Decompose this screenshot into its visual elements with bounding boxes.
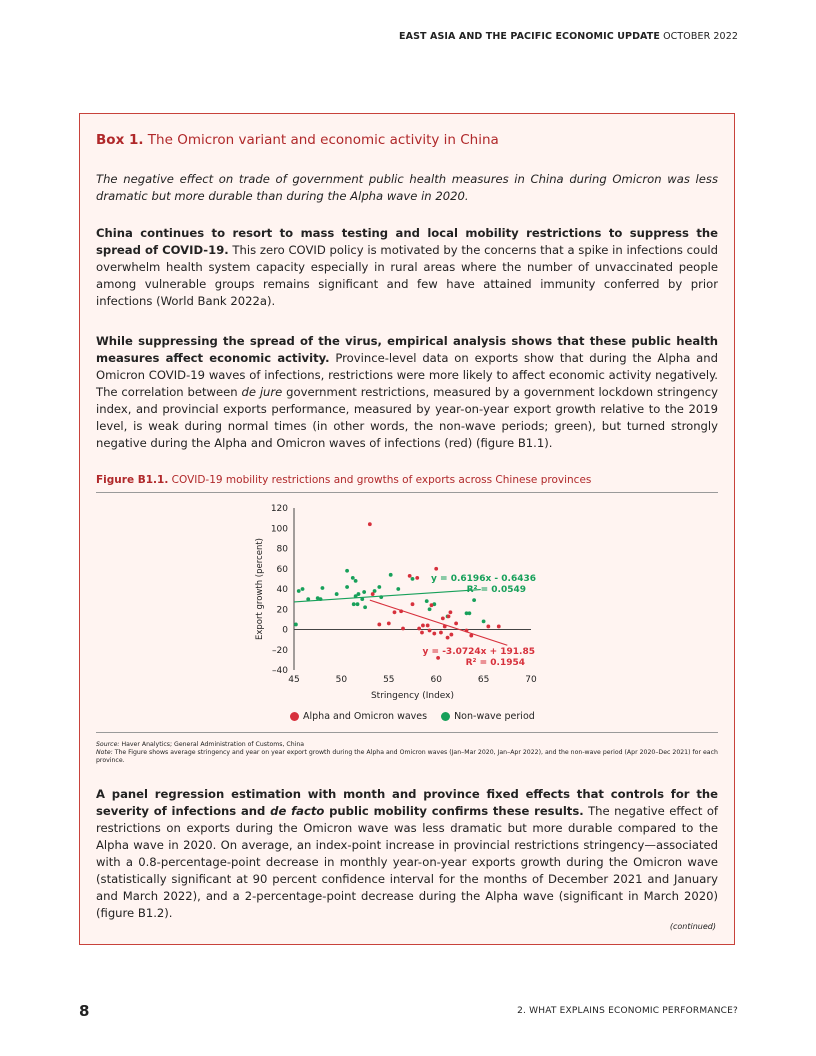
- point-alpha-omicron: [368, 522, 372, 526]
- point-alpha-omicron: [434, 567, 438, 571]
- paragraph-3-lead-b: public mobility confirms these results.: [324, 804, 584, 818]
- page-number: 8: [79, 1002, 90, 1020]
- point-alpha-omicron: [401, 627, 405, 631]
- paragraph-3-body: The negative effect of restrictions on exports during the Omicron wave was less dramatic but more durable compared to the Alpha wave in 2020. On average, an index-point increase in provincial restrictions stringency—associated with a 0.8-percentage-point decrease in monthly year-on-year exports growth during the Omicron wave (statistically significant at 90 percent confidence interval for the months of December 2021 and January and March 2022), and a 2-percentage-point decrease during the Alpha wave (significant in March 2020) (figure B1.2).: [96, 804, 718, 920]
- paragraph-2-lead: While suppressing the spread of the virus, empirical analysis shows that these public health measures affect economic activity.: [96, 334, 718, 365]
- trendline-non-wave: [294, 590, 481, 602]
- point-non-wave: [297, 589, 301, 593]
- point-non-wave: [362, 590, 366, 594]
- paragraph-3-italic: de facto: [270, 804, 325, 818]
- paragraph-3: [96, 786, 718, 922]
- point-alpha-omicron: [439, 631, 443, 635]
- y-tick-label: 0: [282, 625, 288, 636]
- y-tick-label: –40: [272, 666, 288, 676]
- legend-item-non-wave: [441, 711, 535, 722]
- point-non-wave: [377, 585, 381, 589]
- paragraph-2-italic: de jure: [241, 385, 283, 399]
- point-alpha-omicron: [411, 602, 415, 606]
- point-non-wave: [335, 592, 339, 596]
- legend-swatch-red: [290, 712, 299, 721]
- point-alpha-omicron: [420, 631, 424, 635]
- y-tick-label: 120: [270, 504, 288, 514]
- point-non-wave: [467, 611, 471, 615]
- figure-top-rule: [96, 492, 718, 493]
- legend-label-alpha-omicron: Alpha and Omicron waves: [303, 711, 428, 722]
- y-axis-label: Export growth (percent): [255, 538, 265, 640]
- point-alpha-omicron: [415, 576, 419, 580]
- point-alpha-omicron: [454, 622, 458, 626]
- point-alpha-omicron: [426, 624, 430, 628]
- source-text: Haver Analytics; General Administration of Customs, China: [121, 741, 305, 748]
- point-alpha-omicron: [486, 625, 490, 629]
- box-title-text: The Omicron variant and economic activity in China: [147, 132, 499, 148]
- source-label: Source:: [96, 741, 120, 748]
- header-title: EAST ASIA AND THE PACIFIC ECONOMIC UPDATE: [399, 31, 660, 42]
- x-tick-label: 60: [430, 675, 442, 685]
- r-squared-non-wave: R² = 0.0549: [466, 585, 526, 595]
- point-non-wave: [363, 605, 367, 609]
- point-alpha-omicron: [447, 614, 451, 618]
- point-alpha-omicron: [408, 574, 412, 578]
- point-alpha-omicron: [446, 636, 450, 640]
- paragraph-2-body-a: Province-level data on exports show that during the Alpha and Omicron COVID-19 waves of infections, restrictions were more likely to affect economic activity negatively. The correlation between: [96, 351, 718, 399]
- point-non-wave: [389, 573, 393, 577]
- box-title: [96, 132, 499, 148]
- paragraph-1-body: This zero COVID policy is motivated by the concerns that a spike in infections could overwhelm health system capacity especially in rural areas where the number of unvaccinated people among vulnerable groups remains significant and few have attained immunity conferred by prior infections (World Bank 2022a).: [96, 243, 719, 308]
- point-alpha-omicron: [497, 625, 501, 629]
- figure-title-text: COVID-19 mobility restrictions and growths of exports across Chinese provinces: [171, 474, 592, 486]
- equation-alpha-omicron: y = -3.0724x + 191.85: [422, 647, 535, 657]
- point-alpha-omicron: [428, 629, 432, 633]
- y-tick-label: 80: [276, 544, 288, 555]
- point-alpha-omicron: [387, 622, 391, 626]
- y-tick-label: –20: [272, 645, 288, 656]
- paragraph-1-lead: China continues to resort to mass testing and local mobility restrictions to suppress the spread of COVID-19.: [96, 226, 718, 257]
- figure-bottom-rule: [96, 732, 718, 733]
- footer-section: 2. WHAT EXPLAINS ECONOMIC PERFORMANCE?: [517, 1006, 738, 1016]
- point-non-wave: [482, 620, 486, 624]
- paragraph-3-lead-a: A panel regression estimation with month and province fixed effects that controls for the severity of infections and: [96, 787, 718, 818]
- r-squared-alpha-omicron: R² = 0.1954: [465, 658, 525, 668]
- paragraph-1: [96, 225, 718, 310]
- point-alpha-omicron: [430, 603, 434, 607]
- note-line: [96, 749, 726, 765]
- point-non-wave: [294, 623, 298, 627]
- legend-label-non-wave: Non-wave period: [454, 711, 535, 722]
- continued-note: (continued): [669, 922, 716, 931]
- y-tick-label: 40: [276, 585, 288, 595]
- paragraph-2: [96, 333, 718, 452]
- chart-legend: [290, 711, 549, 722]
- point-non-wave: [425, 599, 429, 603]
- point-alpha-omicron: [417, 627, 421, 631]
- paragraph-2-body-b: government restrictions, measured by a government lockdown stringency index, and provincial exports performance, measured by year-on-year export growth relative to the 2019 level, is weak during normal times (in other words, the non-wave periods; green), but turned strongly negative during the Alpha and Omicron waves of infections (red) (figure B1.1).: [96, 385, 718, 450]
- point-alpha-omicron: [371, 592, 375, 596]
- figure-notes: [96, 741, 726, 765]
- lead-paragraph: The negative effect on trade of government public health measures in China during Omicron was less dramatic but more durable than during the Alpha wave in 2020.: [96, 172, 718, 203]
- note-label: Note:: [96, 749, 113, 756]
- point-alpha-omicron: [441, 616, 445, 620]
- x-tick-label: 65: [477, 675, 490, 685]
- x-axis-label: Stringency (Index): [370, 691, 455, 701]
- x-tick-label: 50: [335, 675, 348, 685]
- point-non-wave: [321, 586, 325, 590]
- figure-label: Figure B1.1.: [96, 474, 169, 486]
- point-non-wave: [428, 607, 432, 611]
- equation-non-wave: y = 0.6196x - 0.6436: [431, 574, 536, 584]
- note-text: The Figure shows average stringency and year on year export growth during the Alpha and Omicron waves (Jan–Mar 2020, Jan–Apr 2022), and the non-wave period (Apr 2020–Dec 2021) for each province.: [96, 749, 718, 764]
- legend-item-alpha-omicron: [290, 711, 427, 722]
- y-tick-label: 20: [276, 605, 288, 616]
- source-line: [96, 741, 726, 749]
- y-tick-label: 100: [270, 524, 288, 535]
- y-tick-label: 60: [276, 564, 288, 575]
- point-alpha-omicron: [449, 610, 453, 614]
- scatter-chart: [80, 498, 640, 704]
- point-non-wave: [357, 592, 361, 596]
- point-alpha-omicron: [377, 623, 381, 627]
- header-date: OCTOBER 2022: [663, 31, 738, 42]
- point-non-wave: [301, 587, 305, 591]
- point-non-wave: [351, 576, 355, 580]
- point-alpha-omicron: [449, 633, 453, 637]
- point-alpha-omicron: [393, 610, 397, 614]
- point-alpha-omicron: [421, 624, 425, 628]
- point-non-wave: [356, 602, 360, 606]
- running-header: [399, 31, 738, 42]
- point-non-wave: [345, 585, 349, 589]
- point-non-wave: [354, 579, 358, 583]
- point-alpha-omicron: [432, 632, 436, 636]
- point-non-wave: [345, 569, 349, 573]
- x-tick-label: 45: [288, 675, 300, 685]
- box-label: Box 1.: [96, 132, 144, 148]
- legend-swatch-green: [441, 712, 450, 721]
- x-tick-label: 70: [525, 675, 537, 685]
- x-tick-label: 55: [383, 675, 395, 685]
- point-non-wave: [472, 598, 476, 602]
- figure-title: [96, 474, 591, 486]
- point-non-wave: [411, 577, 415, 581]
- point-non-wave: [352, 602, 356, 606]
- point-non-wave: [396, 587, 400, 591]
